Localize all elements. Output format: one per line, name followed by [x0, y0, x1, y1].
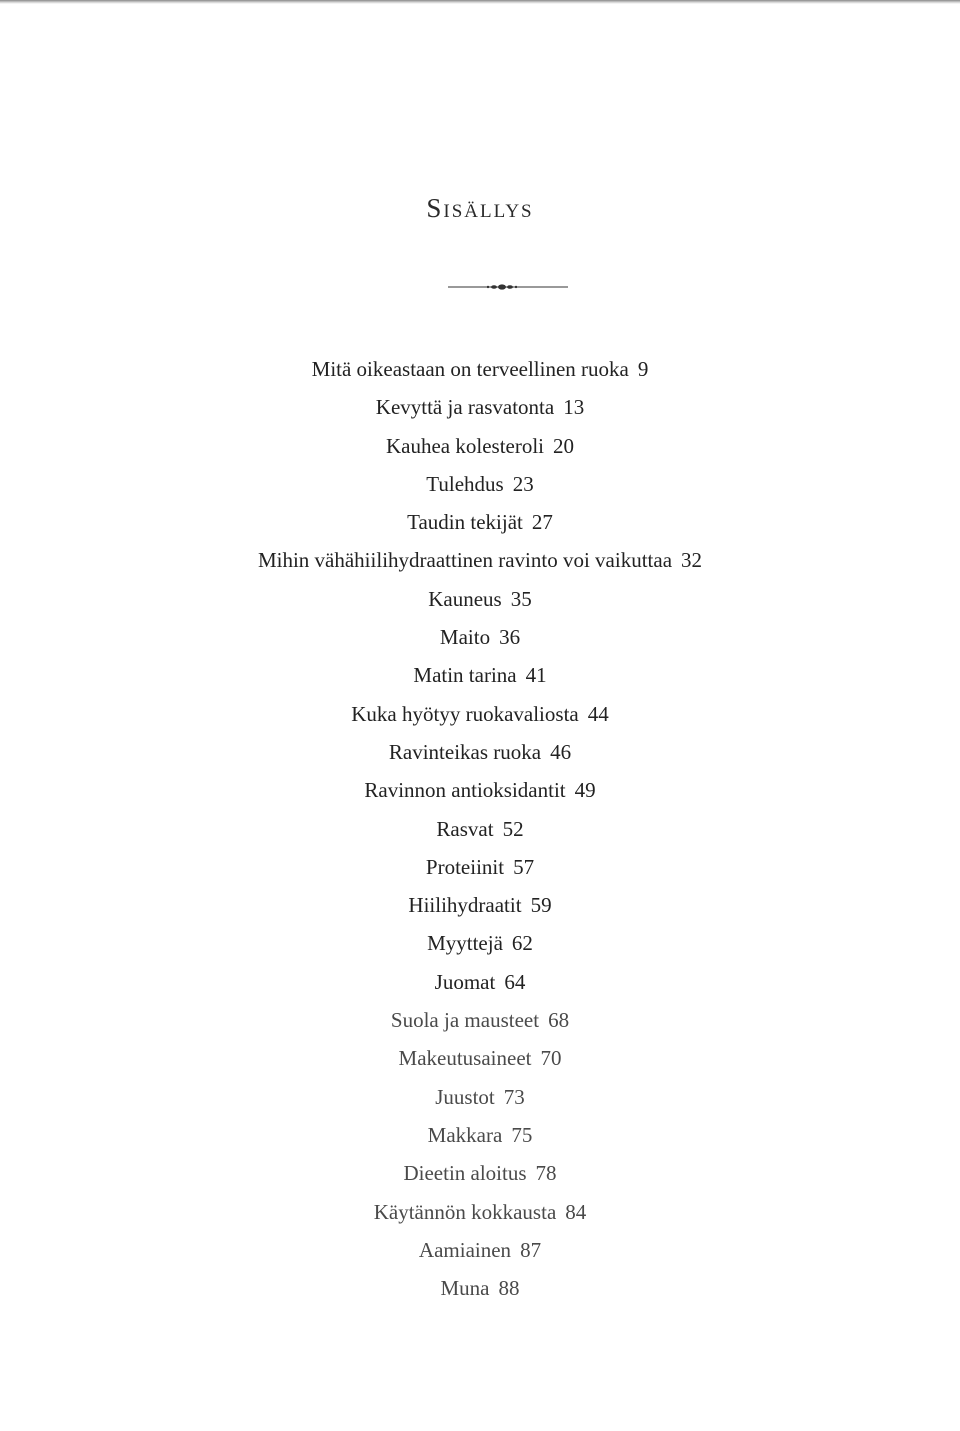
- toc-entry: [0, 1116, 960, 1154]
- toc-entry: [0, 924, 960, 962]
- toc-entry-label: Myyttejä: [427, 931, 503, 956]
- toc-entry: [0, 1231, 960, 1269]
- toc-entry-page-number: 9: [637, 357, 649, 381]
- title-ornament-divider: [448, 282, 568, 292]
- toc-entry-page-number: 36: [499, 625, 521, 650]
- toc-entry-page-number: 49: [574, 778, 596, 803]
- toc-entry: [0, 541, 960, 579]
- page-title: Sisällys: [426, 193, 534, 223]
- toc-entry-label: Makkara: [427, 1122, 503, 1147]
- toc-entry-page-number: 27: [531, 510, 553, 535]
- toc-entry-label: Ravinnon antioksidantit: [364, 778, 566, 803]
- table-of-contents: [0, 350, 960, 1307]
- toc-entry: [0, 580, 960, 618]
- toc-entry-page-number: 41: [525, 663, 547, 688]
- toc-entry: [0, 1039, 960, 1077]
- toc-entry-page-number: 59: [530, 893, 552, 918]
- toc-entry: [0, 503, 960, 541]
- toc-entry-label: Rasvat: [436, 816, 494, 841]
- toc-entry-page-number: 78: [535, 1161, 557, 1186]
- toc-entry: [0, 427, 960, 465]
- toc-entry-page-number: 88: [498, 1276, 520, 1301]
- toc-entry: [0, 388, 960, 426]
- toc-entry: [0, 771, 960, 809]
- toc-entry-page-number: 57: [513, 854, 535, 879]
- toc-entry-page-number: 35: [510, 586, 532, 611]
- toc-entry-label: Suola ja mausteet: [390, 1008, 540, 1033]
- toc-entry: [0, 656, 960, 694]
- toc-entry-page-number: 64: [504, 969, 526, 994]
- toc-entry: [0, 1154, 960, 1192]
- toc-entry: [0, 1001, 960, 1039]
- toc-entry-label: Mitä oikeastaan on terveellinen ruoka: [311, 357, 629, 381]
- toc-entry: [0, 963, 960, 1001]
- toc-entry-page-number: 68: [548, 1008, 570, 1033]
- toc-entry-label: Kauneus: [428, 586, 502, 611]
- toc-entry: [0, 350, 960, 388]
- toc-entry-label: Hiilihydraatit: [408, 893, 522, 918]
- toc-entry-page-number: 52: [502, 816, 524, 841]
- toc-entry-label: Käytännön kokkausta: [373, 1199, 557, 1224]
- toc-entry-label: Matin tarina: [413, 663, 517, 688]
- toc-entry-label: Juomat: [434, 969, 496, 994]
- toc-entry-label: Kauhea kolesteroli: [385, 433, 545, 458]
- toc-entry-page-number: 23: [512, 471, 534, 496]
- toc-entry-label: Dieetin aloitus: [403, 1161, 527, 1186]
- toc-entry: [0, 465, 960, 503]
- toc-entry-label: Kuka hyötyy ruokavaliosta: [351, 701, 579, 726]
- toc-entry-label: Tulehdus: [426, 471, 504, 496]
- toc-entry-label: Makeutusaineet: [398, 1046, 532, 1071]
- toc-entry-page-number: 84: [565, 1199, 587, 1224]
- toc-entry-label: Muna: [440, 1276, 490, 1301]
- toc-entry-page-number: 46: [550, 739, 572, 764]
- toc-entry-page-number: 20: [553, 433, 575, 458]
- toc-entry-label: Aamiainen: [418, 1237, 512, 1262]
- page-top-edge: [0, 0, 960, 4]
- toc-entry-page-number: 32: [681, 548, 703, 573]
- toc-entry-label: Taudin tekijät: [407, 510, 523, 535]
- toc-entry-page-number: 44: [587, 701, 609, 726]
- toc-entry-label: Kevyttä ja rasvatonta: [375, 395, 555, 420]
- toc-entry: [0, 848, 960, 886]
- toc-entry-page-number: 87: [520, 1237, 542, 1262]
- toc-entry: [0, 1269, 960, 1307]
- toc-entry: [0, 1078, 960, 1116]
- toc-entry-label: Mihin vähähiilihydraattinen ravinto voi vaikuttaa: [257, 548, 673, 573]
- toc-entry-page-number: 13: [563, 395, 585, 420]
- toc-entry: [0, 810, 960, 848]
- toc-entry-page-number: 73: [503, 1084, 525, 1109]
- toc-entry-label: Maito: [439, 625, 491, 650]
- toc-entry: [0, 733, 960, 771]
- toc-entry-page-number: 75: [511, 1122, 533, 1147]
- toc-entry-label: Ravinteikas ruoka: [388, 739, 542, 764]
- toc-entry: [0, 886, 960, 924]
- toc-entry: [0, 618, 960, 656]
- toc-entry: [0, 1193, 960, 1231]
- toc-entry: [0, 695, 960, 733]
- toc-entry-page-number: 62: [511, 931, 533, 956]
- toc-entry-page-number: 70: [540, 1046, 562, 1071]
- toc-entry-label: Juustot: [435, 1084, 495, 1109]
- toc-entry-label: Proteiinit: [425, 854, 505, 879]
